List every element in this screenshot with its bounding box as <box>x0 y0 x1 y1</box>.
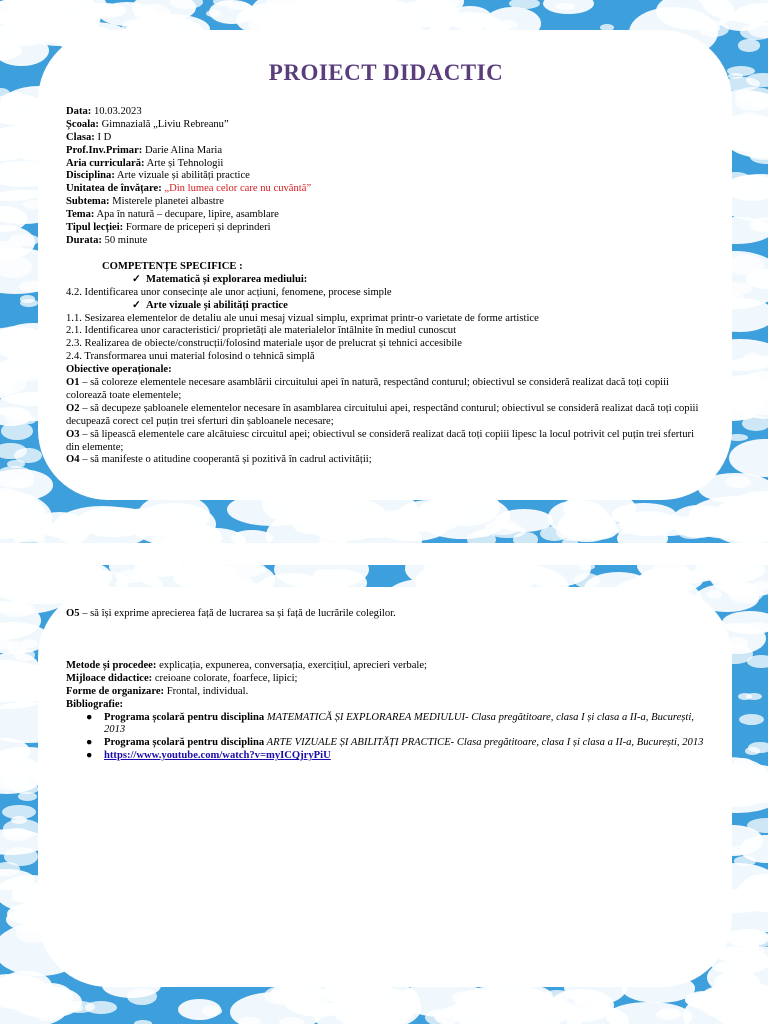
cloud-shape <box>425 1009 458 1024</box>
cloud-shape <box>509 0 539 9</box>
objective-o4: O4 – să manifeste o atitudine cooperantă și pozitivă în cadrul activității; <box>66 454 372 466</box>
cloud-shape <box>375 7 399 20</box>
objective-o3: O3 – să lipească elementele care alcătuiesc circuitul apei; obiectivul se consideră realizat dacă toți copiii lipesc la locul potrivit cel puțin trei sferturi din elemente; <box>66 428 695 453</box>
info-row-learning-unit: Unitatea de învățare: „Din lumea celor care nu cuvântă” <box>66 183 312 195</box>
cloud-shape <box>125 518 140 527</box>
info-row-date: Data: 10.03.2023 <box>66 105 142 117</box>
cloud-shape <box>741 112 757 119</box>
cloud-shape <box>748 742 768 753</box>
cloud-shape <box>685 991 723 1009</box>
cloud-shape <box>151 533 190 543</box>
youtube-link[interactable]: https://www.youtube.com/watch?v=myICQjryPiU <box>104 750 331 762</box>
info-row-class: Clasa: I D <box>66 131 112 143</box>
cloud-shape <box>746 73 768 87</box>
cloud-shape <box>307 5 341 23</box>
cloud-shape <box>5 326 24 333</box>
cloud-shape <box>664 520 679 528</box>
info-row-lesson-type: Tipul lecției: Formare de priceperi și deprinderi <box>66 222 271 234</box>
materials-row: Mijloace didactice: creioane colorate, foarfece, lipici; <box>66 672 298 684</box>
competence-item: 2.3. Realizarea de obiecte/construcții/folosind materiale ușor de prelucrat și tehnici accesibile <box>66 338 462 350</box>
cloud-shape <box>0 466 34 489</box>
cloud-shape <box>344 510 381 526</box>
cloud-shape <box>757 124 768 132</box>
cloud-shape <box>542 990 572 1002</box>
cloud-shape <box>704 24 719 32</box>
cloud-shape <box>202 1006 222 1016</box>
cloud-shape <box>745 143 768 160</box>
cloud-shape <box>0 386 12 395</box>
bibliography-heading: Bibliografie: <box>66 698 124 710</box>
cloud-shape <box>659 1008 680 1017</box>
info-row-school: Școala: Gimnazială „Liviu Rebreanu” <box>66 118 229 130</box>
cloud-shape <box>477 529 491 537</box>
cloud-shape <box>725 476 751 488</box>
cloud-shape <box>9 524 46 542</box>
competence-item: 4.2. Identificarea unor consecințe ale unor acțiuni, fenomene, procese simple <box>66 286 392 298</box>
info-row-duration: Durata: 50 minute <box>66 234 148 246</box>
objective-o1: O1 – să coloreze elementele necesare asamblării circuitului apei în natură, respectând conturul; obiectivul se consideră realizat dacă toți copiii colorează toate elementele; <box>66 377 670 401</box>
cloud-shape <box>574 995 604 1009</box>
competence-item: 1.1. Sesizarea elementelor de detaliu ale unui mesaj vizual simplu, exprimat printr-o varietate de forme artistice <box>66 312 539 324</box>
document-page-2 <box>0 565 768 1024</box>
cloud-shape <box>64 1001 95 1013</box>
cloud-shape <box>134 1020 152 1024</box>
cloud-shape <box>22 567 43 574</box>
info-row-subtheme: Subtema: Misterele planetei albastre <box>66 196 224 208</box>
cloud-shape <box>734 856 756 865</box>
objectives-heading: Obiective operaționale: <box>66 364 172 376</box>
cloud-shape <box>753 217 768 231</box>
bibliography-item: ● Programa școlară pentru disciplina MATEMATICĂ ȘI EXPLORAREA MEDIULUI- Clasa pregătitoare, clasa I și clasa a II-a, București, 2013 <box>86 711 694 736</box>
cloud-shape <box>739 714 765 725</box>
cloud-shape <box>37 18 70 30</box>
cloud-shape <box>37 1012 57 1021</box>
cloud-shape <box>444 15 458 20</box>
bullet-icon: ● <box>86 750 93 762</box>
cloud-shape <box>319 535 339 543</box>
cloud-shape <box>116 570 146 583</box>
cloud-shape <box>452 991 477 1004</box>
cloud-shape <box>1 422 32 440</box>
cloud-shape <box>741 622 768 634</box>
area-heading-math: ✓ Matematică și explorarea mediului: <box>132 273 308 285</box>
methods-row: Metode și procedee: explicația, expunerea, conversația, exercițiul, aprecieri verbale; <box>66 659 428 671</box>
page-gap <box>0 543 768 565</box>
cloud-shape <box>279 1017 305 1024</box>
info-row-teacher: Prof.Inv.Primar: Darie Alina Maria <box>66 144 223 156</box>
cloud-shape <box>15 991 52 1012</box>
info-row-discipline: Disciplina: Arte vizuale și abilități practice <box>66 170 250 182</box>
cloud-shape <box>749 776 768 788</box>
competente-heading: COMPETENȚE SPECIFICE : <box>102 260 243 272</box>
info-row-curricular-area: Aria curriculară: Arte și Tehnologii <box>66 157 224 169</box>
cloud-shape <box>519 1004 566 1024</box>
cloud-shape <box>738 39 760 51</box>
cloud-shape <box>730 846 747 853</box>
checkmark-icon: ✓ <box>132 273 141 285</box>
cloud-shape <box>742 934 765 943</box>
objective-o2: O2 – să decupeze șabloanele elementelor necesare în asamblarea circuitului apei, respectând conturul; obiectivul se consideră realizat dacă toți copiii decupează corect cel puțin trei sferturi din șabloanele necesare; <box>66 402 699 427</box>
page-2-content <box>66 608 706 763</box>
cloud-shape <box>740 381 768 396</box>
checkmark-icon: ✓ <box>132 299 141 311</box>
objective-o5: O5 – să își exprime aprecierea față de lucrarea sa și față de lucrările colegilor. <box>66 608 396 619</box>
competence-item: 2.4. Transformarea unui material folosind o tehnică simplă <box>66 351 315 363</box>
area-heading-arts: ✓ Arte vizuale și abilități practice <box>132 299 288 311</box>
cloud-shape <box>84 3 126 18</box>
bullet-icon: ● <box>86 737 93 749</box>
cloud-shape <box>127 988 157 1005</box>
cloud-shape <box>360 1006 398 1024</box>
cloud-shape <box>177 527 192 533</box>
page-title: PROIECT DIDACTIC <box>268 60 504 85</box>
cloud-shape <box>471 1010 486 1018</box>
cloud-shape <box>729 439 768 477</box>
cloud-shape <box>456 20 478 30</box>
info-block <box>66 106 706 248</box>
cloud-shape <box>735 87 768 102</box>
cloud-shape <box>742 416 768 431</box>
organization-row: Forme de organizare: Frontal, individual. <box>66 685 249 697</box>
cloud-shape <box>238 1017 261 1024</box>
cloud-shape <box>459 565 499 579</box>
bibliography-link-item <box>66 750 706 763</box>
cloud-shape <box>707 590 722 599</box>
bibliography-item: ● Programa școlară pentru disciplina ARTE VIZUALE ȘI ABILITĂȚI PRACTICE- Clasa pregătitoare, clasa I și clasa a II-a, București, 2013 <box>86 737 704 749</box>
cloud-shape <box>730 514 766 528</box>
cloud-shape <box>740 24 768 40</box>
page-1-content <box>66 60 706 467</box>
cloud-shape <box>747 947 765 956</box>
cloud-shape <box>0 602 35 617</box>
competence-item: 2.1. Identificarea unor caracteristici/ proprietăți ale materialelor întâlnite în mediul cunoscut <box>66 325 457 337</box>
cloud-shape <box>45 3 63 12</box>
cloud-shape <box>690 506 730 528</box>
info-row-theme: Tema: Apa în natură – decupare, lipire, asamblare <box>66 209 279 221</box>
cloud-shape <box>22 576 41 586</box>
cloud-shape <box>744 353 761 362</box>
cloud-shape <box>728 73 744 79</box>
cloud-shape <box>733 758 753 768</box>
cloud-shape <box>20 299 39 307</box>
cloud-shape <box>723 946 745 956</box>
cloud-shape <box>727 255 764 275</box>
cloud-shape <box>729 980 754 990</box>
bullet-icon: ● <box>86 711 93 723</box>
